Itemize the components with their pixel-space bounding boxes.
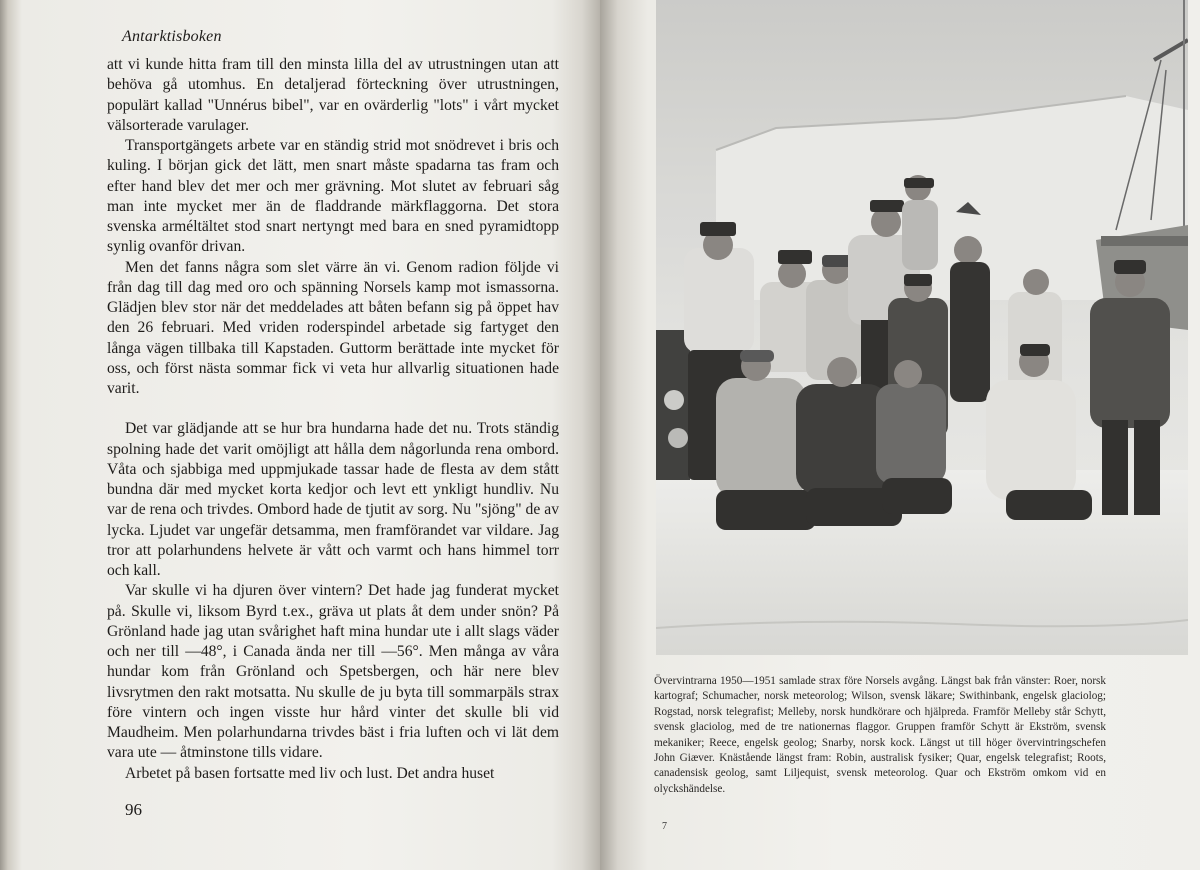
running-head: Antarktisboken <box>122 28 222 45</box>
group-photograph <box>656 0 1188 655</box>
paragraph: Arbetet på basen fortsatte med liv och lust. Det andra huset <box>125 764 495 782</box>
paragraph: Men det fanns några som slet värre än vi. Genom radion följde vi från dag till dag med oro och spänning Norsels kamp mot ismassorna. Glädjen blev stor när det meddelades att båten befann sig på öppet hav den 26 februari. Med vriden roderspindel arbetade sig fartyget den långa vägen tillbaka till Kapstaden. Guttorm berättade inte mycket för oss, och först nästa sommar fick vi veta hur allvarlig situationen hade varit. <box>107 258 559 397</box>
paragraph: Transportgängets arbete var en ständig strid mot snödrevet i bris och kuling. I början gick det lätt, men snart måste spadarna tas fram och efter hand blev det mer och mer grävning. Mot slutet av februari såg man inte mycket mer än de fladdrande märkflaggorna. Det stora svenska arméltältet stod snart nertyngt med bara en sned pyramidtopp synlig ovanför drivan. <box>107 137 559 256</box>
photo-caption: Övervintrarna 1950—1951 samlade strax före Norsels avgång. Längst bak från vänster: Roer, norsk kartograf; Schumacher, norsk meteorolog; Wilson, svensk läkare; Swithinbank, engelsk glaciolog; Rogstad, norsk telegrafist; Melleby, norsk hundkörare och hjälpreda. Framför Melleby står Schytt, svensk glaciolog, med de tre nationernas flaggor. Gruppen framför Schytt är Ekström, svensk mekaniker; Reece, engelsk geolog; Snarby, norsk kock. Längst ut till höger övervintringschefen John Giæver. Knästående längst fram: Robin, australisk fysiker; Quar, engelsk telegrafist; Roots, canadensisk geolog, samt Liljequist, svensk meteorolog. Quar och Ekström omkom vid en olyckshändelse. <box>654 675 1106 795</box>
paragraph: att vi kunde hitta fram till den minsta lilla del av utrustningen utan att behöva gå utomhus. En detaljerad förteckning över utrustningen, populärt kallad "Unnérus bibel", var en ovärderlig "lots" i vårt mycket välsorterade varulager. <box>107 56 559 134</box>
paragraph: Det var glädjande att se hur bra hundarna hade det nu. Trots ständig spolning hade det varit omöjligt att hålla dem någorlunda rena ombord. Våta och sjabbiga med uppmjukade tassar hade de flesta av dem stått bundna där med mycket korta kedjor och levt ett ynkligt hundliv. Nu var de rena och trivdes. Ombord hade de tjutit av sorg. Nu "sjöng" de av lycka. Ljudet var ungefär detsamma, men framförandet var vildare. Jag tror att polarhundens helvete är vått och varmt och hans himmel torr och kall. <box>107 420 559 579</box>
body-text <box>107 55 559 784</box>
plate-number: 7 <box>662 821 667 832</box>
paragraph: Var skulle vi ha djuren över vintern? Det hade jag funderat mycket på. Skulle vi, liksom Byrd t.ex., gräva ut plats åt dem under snön? På Grönland hade jag utan svårighet haft mina hundar ute i allt slags väder och ner till —48°, i Canada ända ner till —56°. Men många av våra hundar kom från Grönland och Spetsbergen, och här nere blev livsrytmen den rakt motsatta. Nu skulle de ju byta till sommarpäls strax före vintern och ingen visste hur hård vinter det skulle bli vid Maudheim. Men polarhundarna trivdes bäst i fria luften och vi lät dem vara ute — åtminstone tills vidare. <box>107 582 559 762</box>
page-number: 96 <box>125 800 142 819</box>
photo-illustration <box>656 0 1188 655</box>
